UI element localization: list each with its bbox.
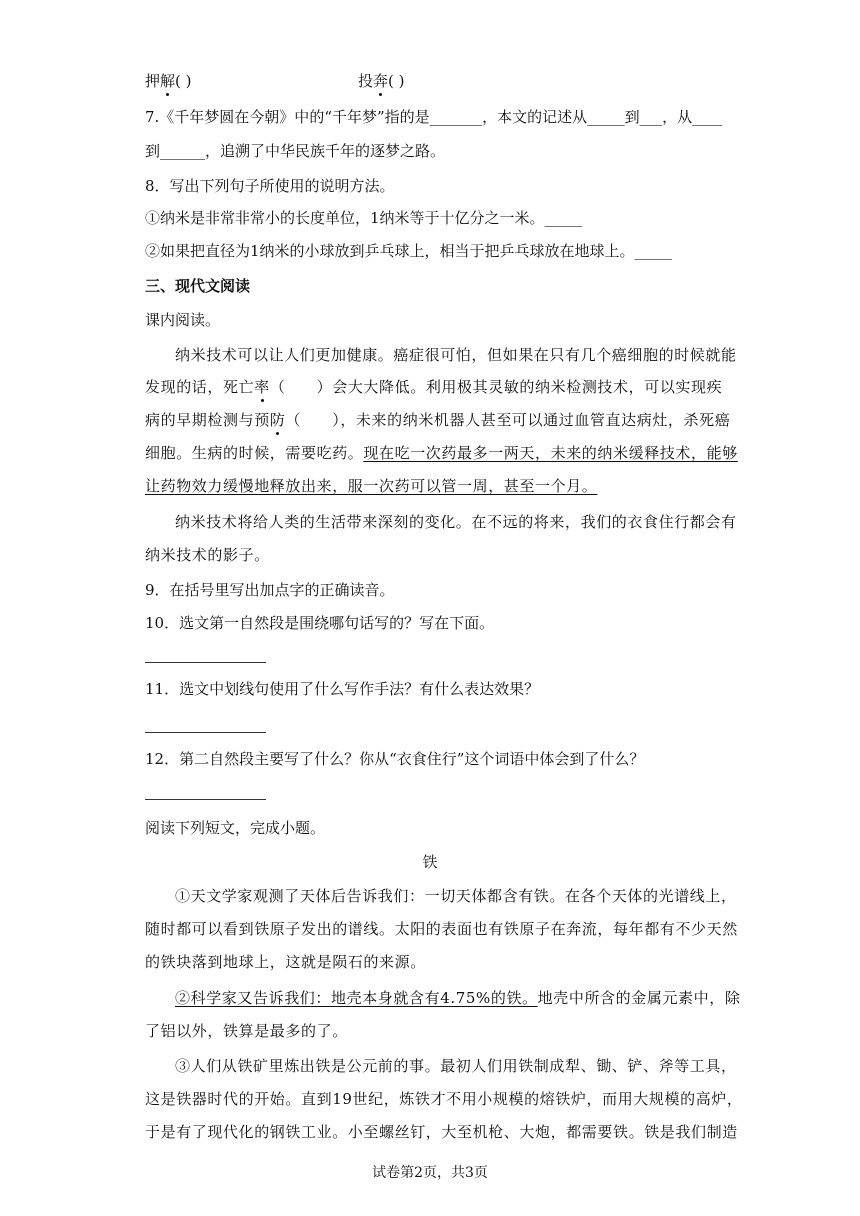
underlined-sentence: ②科学家又告诉我们：地壳本身就含有4.75%的铁。 (175, 989, 538, 1007)
page-footer: 试卷第2页，共3页 (372, 1165, 488, 1181)
underlined-sentence: 现在吃一次药最多一两天，未来的纳米缓释技术，能够 (363, 444, 738, 462)
q11: 11．选文中划线句使用了什么写作手法？有什么表达效果？ (145, 680, 540, 698)
q7-line-1: 7.《千年梦圆在今朝》中的“千年梦”指的是_______，本文的记述从_____到___，从____ (145, 108, 723, 126)
item1-answer-paren: ( ) (175, 72, 192, 90)
q8-sentence-1: ①纳米是非常非常小的长度单位，1纳米等于十亿分之一米。_____ (145, 209, 583, 227)
item1-dotted-char: 解 (160, 72, 176, 90)
passage1-p1-line2 (145, 377, 722, 397)
phonetic-items-row (145, 71, 192, 91)
dotted-char-fang: 防 (269, 411, 286, 429)
q7-line-2: 到______，追溯了中华民族千年的逐梦之路。 (145, 142, 446, 160)
dotted-char-lv: 率 (254, 378, 270, 396)
passage2-p1-line3: 的铁块落到地球上，这就是陨石的来源。 (145, 953, 426, 971)
passage1-p2-line1: 纳米技术将给人类的生活带来深刻的变化。在不远的将来，我们的衣食住行都会有 (175, 513, 737, 531)
item2-dotted-char: 奔 (373, 72, 389, 90)
passage2-p2-line2: 了铝以外，铁算是最多的了。 (145, 1022, 348, 1040)
passage2-p3-line2: 这是铁器时代的开始。直到19世纪，炼铁才不用小规模的熔铁炉，而用大规模的高炉， (145, 1090, 743, 1108)
passage1-p1-line3 (145, 410, 730, 430)
passage2-p2-line1 (175, 988, 740, 1008)
section-heading: 三、现代文阅读 (145, 277, 251, 295)
item2-answer-paren: ( ) (388, 72, 405, 90)
item2-char: 投 (358, 72, 374, 90)
q10: 10．选文第一自然段是围绕哪句话写的？写在下面。 (145, 614, 495, 632)
q9: 9．在括号里写出加点字的正确读音。 (145, 581, 395, 599)
answer-line-q12 (145, 799, 266, 800)
passage2-p3-line3: 于是有了现代化的钢铁工业。小至螺丝钉，大至机枪、大炮，都需要铁。铁是我们制造 (145, 1123, 738, 1141)
passage2-p3-line1: ③人们从铁矿里炼出铁是公元前的事。最初人们用铁制成犁、锄、铲、斧等工具， (175, 1057, 737, 1075)
passage2-p1-line1: ①天文学家观测了天体后告诉我们：一切天体都含有铁。在各个天体的光谱线上， (175, 887, 737, 905)
passage1-p1-line5 (145, 476, 597, 496)
phonetic-item-2 (358, 71, 405, 91)
passage1-p1-line1: 纳米技术可以让人们更加健康。癌症很可怕，但如果在只有几个癌细胞的时候就能 (175, 346, 737, 364)
passage1-p1-line4 (145, 443, 738, 463)
passage1-text: 发现的话，死亡 (145, 378, 255, 396)
q8-stem: 8．写出下列句子所使用的说明方法。 (145, 177, 395, 195)
underlined-sentence: 让药物效力缓慢地释放出来，服一次药可以管一周，甚至一个月。 (145, 477, 598, 495)
answer-line-q10 (145, 662, 266, 663)
item1-char: 押 (145, 72, 161, 90)
q8-sentence-2: ②如果把直径为1纳米的小球放到乒乓球上，相当于把乒乓球放在地球上。_____ (145, 242, 673, 260)
passage2-p1-line2: 随时都可以看到铁原子发出的谱线。太阳的表面也有铁原子在奔流，每年都有不少天然 (145, 920, 738, 938)
passage2-title: 铁 (422, 853, 438, 871)
passage1-text: （ ），未来的纳米机器人甚至可以通过血管直达病灶，杀死癌 (285, 411, 731, 429)
passage1-text: 病的早期检测与预 (145, 411, 270, 429)
reading-intro-2: 阅读下列短文，完成小题。 (145, 819, 326, 837)
passage1-text: 细胞。生病的时候，需要吃药。 (145, 444, 364, 462)
passage2-text: 地壳中所含的金属元素中，除 (537, 989, 741, 1007)
answer-line-q11 (145, 732, 266, 733)
q12: 12．第二自然段主要写了什么？你从“衣食住行”这个词语中体会到了什么？ (145, 750, 645, 768)
reading-intro-1: 课内阅读。 (145, 311, 221, 329)
passage1-p2-line2: 纳米技术的影子。 (145, 546, 270, 564)
passage1-text: （ ）会大大降低。利用极其灵敏的纳米检测技术，可以实现疾 (269, 378, 723, 396)
